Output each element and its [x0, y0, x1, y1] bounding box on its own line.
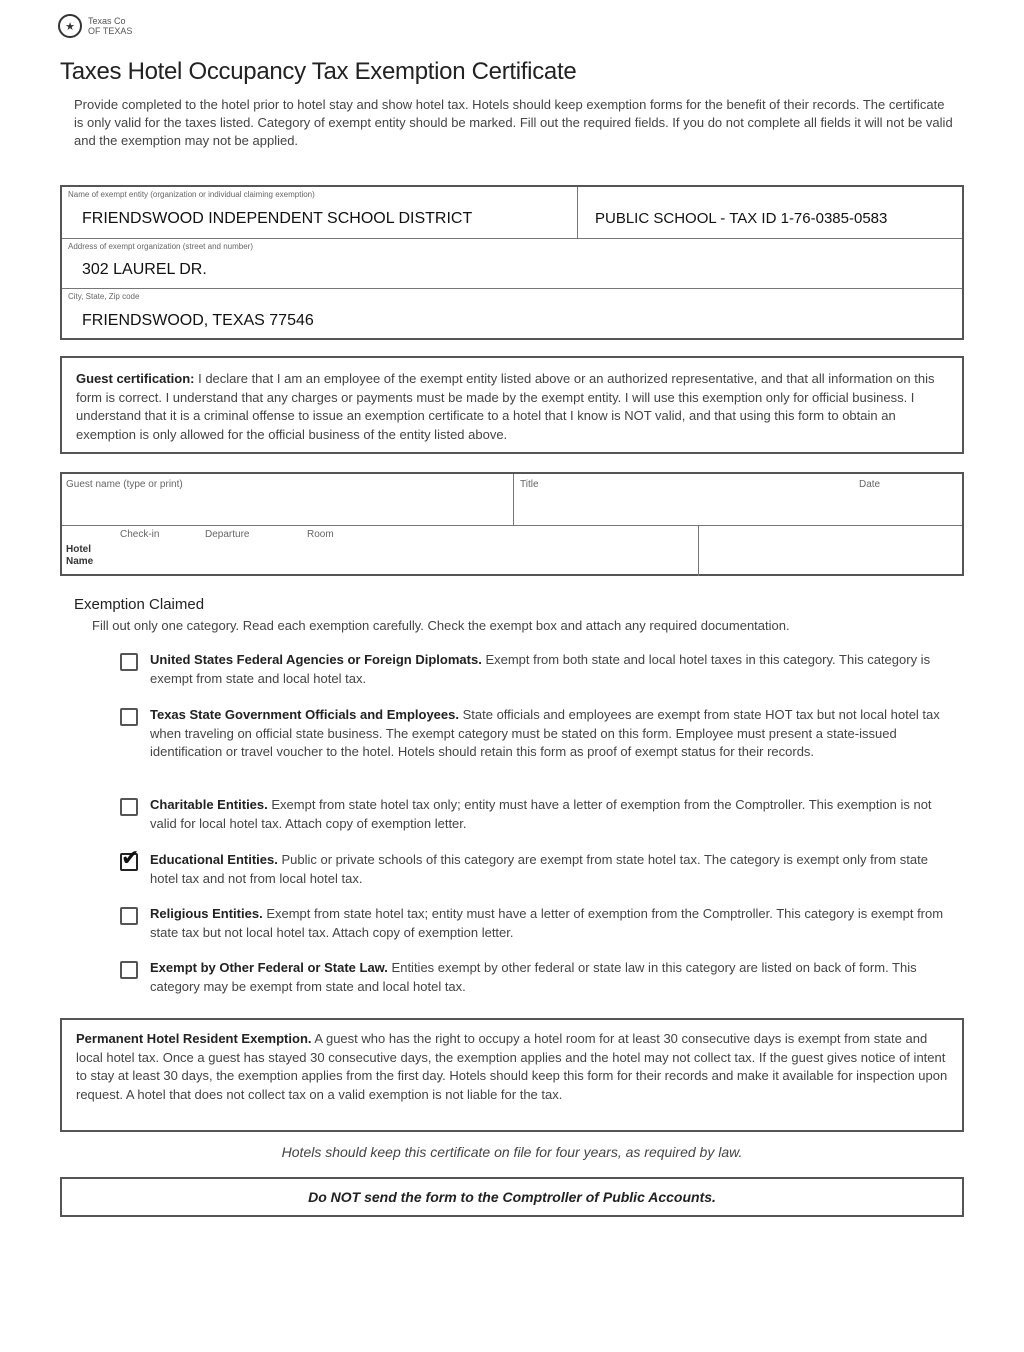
- option-text: [150, 851, 956, 888]
- option-description: Public or private schools of this category are exempt from state hotel tax. The category is exempt only from state hotel tax and not from local hotel tax.: [150, 852, 928, 886]
- checkbox-checked[interactable]: [120, 845, 140, 871]
- hotel-retention-note: Hotels should keep this certificate on file for four years, as required by law.: [281, 1144, 743, 1160]
- guest-certification-box: [60, 356, 964, 454]
- option-text: [150, 706, 956, 762]
- checkbox[interactable]: [120, 961, 138, 979]
- permanent-resident-box: [60, 1018, 964, 1132]
- divider: [62, 288, 962, 289]
- checkin-label: Check-in: [120, 529, 160, 540]
- option-label: Texas State Government Officials and Employees.: [150, 707, 459, 722]
- permanent-resident-text: [76, 1030, 952, 1126]
- exemption-section-title: Exemption Claimed: [74, 596, 205, 613]
- option-text: [150, 905, 956, 942]
- form-intro: Provide completed to the hotel prior to hotel stay and show hotel tax. Hotels should keep exemption forms for the benefit of their records. The certificate is only valid for the taxes listed. Category of exempt entity should be marked. Fill out the required fields. If you do not complete all fields it will not be valid and the exemption may not be applied.: [74, 97, 953, 148]
- guest-certification-lead: Guest certification:: [76, 371, 195, 386]
- option-label: Educational Entities.: [150, 852, 278, 867]
- room-label: Room: [307, 529, 334, 540]
- divider: [577, 187, 578, 238]
- checkbox[interactable]: [120, 653, 138, 671]
- entity-info-box: [60, 185, 964, 340]
- permanent-resident-body: A guest who has the right to occupy a hotel room for at least 30 consecutive days is exempt from state and local hotel tax. Once a guest has stayed 30 consecutive days, the exemption applies and the hotel may not collect tax. If the guest gives notice of intent to stay at least 30 days, the exemption applies from the first day. Hotels should keep this form for their records and make it available for inspection upon request. A hotel that does not collect tax on a valid exemption is not liable for the tax.: [76, 1031, 948, 1102]
- option-label: Exempt by Other Federal or State Law.: [150, 960, 388, 975]
- city-field[interactable]: FRIENDSWOOD, TEXAS 77546: [82, 312, 314, 329]
- agency-header: [58, 14, 132, 38]
- state-seal-icon: ★: [58, 14, 82, 38]
- entity-type-field[interactable]: PUBLIC SCHOOL - TAX ID 1-76-0385-0583: [595, 210, 888, 227]
- option-label: United States Federal Agencies or Foreign Diplomats.: [150, 652, 482, 667]
- option-text: [150, 959, 956, 996]
- entity-name-field[interactable]: FRIENDSWOOD INDEPENDENT SCHOOL DISTRICT: [82, 210, 473, 227]
- option-description: State officials and employees are exempt from state HOT tax but not local hotel tax when traveling on official state business. The exempt category must be stated on this form. Employee must present a state-issued identification or travel voucher to the hotel. Hotels should retain this form as proof of exempt status for their records.: [150, 707, 940, 759]
- address-field[interactable]: 302 LAUREL DR.: [82, 261, 207, 278]
- checkout-label: Departure: [205, 529, 250, 540]
- option-label: Charitable Entities.: [150, 797, 268, 812]
- exemption-section-note: Fill out only one category. Read each exemption carefully. Check the exempt box and attach any required documentation.: [92, 618, 790, 633]
- checkbox[interactable]: [120, 907, 138, 925]
- guest-certification-text: [76, 370, 952, 446]
- guest-info-box: [60, 472, 964, 576]
- entity-name-label: Name of exempt entity (organization or individual claiming exemption): [68, 190, 315, 199]
- option-description: Exempt from both state and local hotel taxes in this category. This category is exempt from state and local hotel tax.: [150, 652, 931, 686]
- option-description: Exempt from state hotel tax; entity must have a letter of exemption from the Comptroller. This category is exempt from state tax but not local hotel tax. Attach copy of exemption letter.: [150, 906, 944, 940]
- option-text: [150, 651, 956, 688]
- hotel-name-label: Hotel Name: [66, 544, 94, 567]
- option-label: Religious Entities.: [150, 906, 263, 921]
- divider: [513, 474, 514, 525]
- city-label: City, State, Zip code: [68, 292, 140, 301]
- divider: [62, 525, 962, 526]
- guest-name-label: Guest name (type or print): [66, 479, 183, 490]
- divider: [62, 238, 962, 239]
- option-text: [150, 796, 956, 833]
- guest-title-label: Title: [520, 479, 539, 490]
- agency-line-2: OF TEXAS: [88, 26, 133, 36]
- option-description: Entities exempt by other federal or state law in this category are listed on back of form. This category may be exempt from state and local hotel tax.: [150, 960, 917, 994]
- address-label: Address of exempt organization (street and number): [68, 242, 253, 251]
- guest-certification-body: I declare that I am an employee of the exempt entity listed above or an authorized representative, and that all information on this form is correct. I understand that any charges or payments must be made by the exempt entity. I will use this exemption only for official business. I understand that it is a criminal offense to issue an exemption certificate to a hotel that I know is NOT valid, and that using this form to obtain an exemption is only allowed for the official business of the entity listed above.: [76, 371, 935, 442]
- checkbox[interactable]: [120, 798, 138, 816]
- permanent-resident-lead: Permanent Hotel Resident Exemption.: [76, 1031, 312, 1046]
- divider: [698, 525, 699, 576]
- option-description: Exempt from state hotel tax only; entity must have a letter of exemption from the Comptroller. This exemption is not valid for local hotel tax. Attach copy of exemption letter.: [150, 797, 932, 831]
- agency-line-1: Texas Co: [88, 16, 126, 26]
- guest-date-label: Date: [859, 479, 881, 490]
- do-not-send-notice: Do NOT send the form to the Comptroller of Public Accounts.: [60, 1177, 964, 1217]
- checkmark-icon: ✔: [121, 845, 140, 870]
- checkbox[interactable]: [120, 708, 138, 726]
- form-title: Taxes Hotel Occupancy Tax Exemption Certificate: [60, 58, 577, 85]
- agency-name: [88, 16, 132, 36]
